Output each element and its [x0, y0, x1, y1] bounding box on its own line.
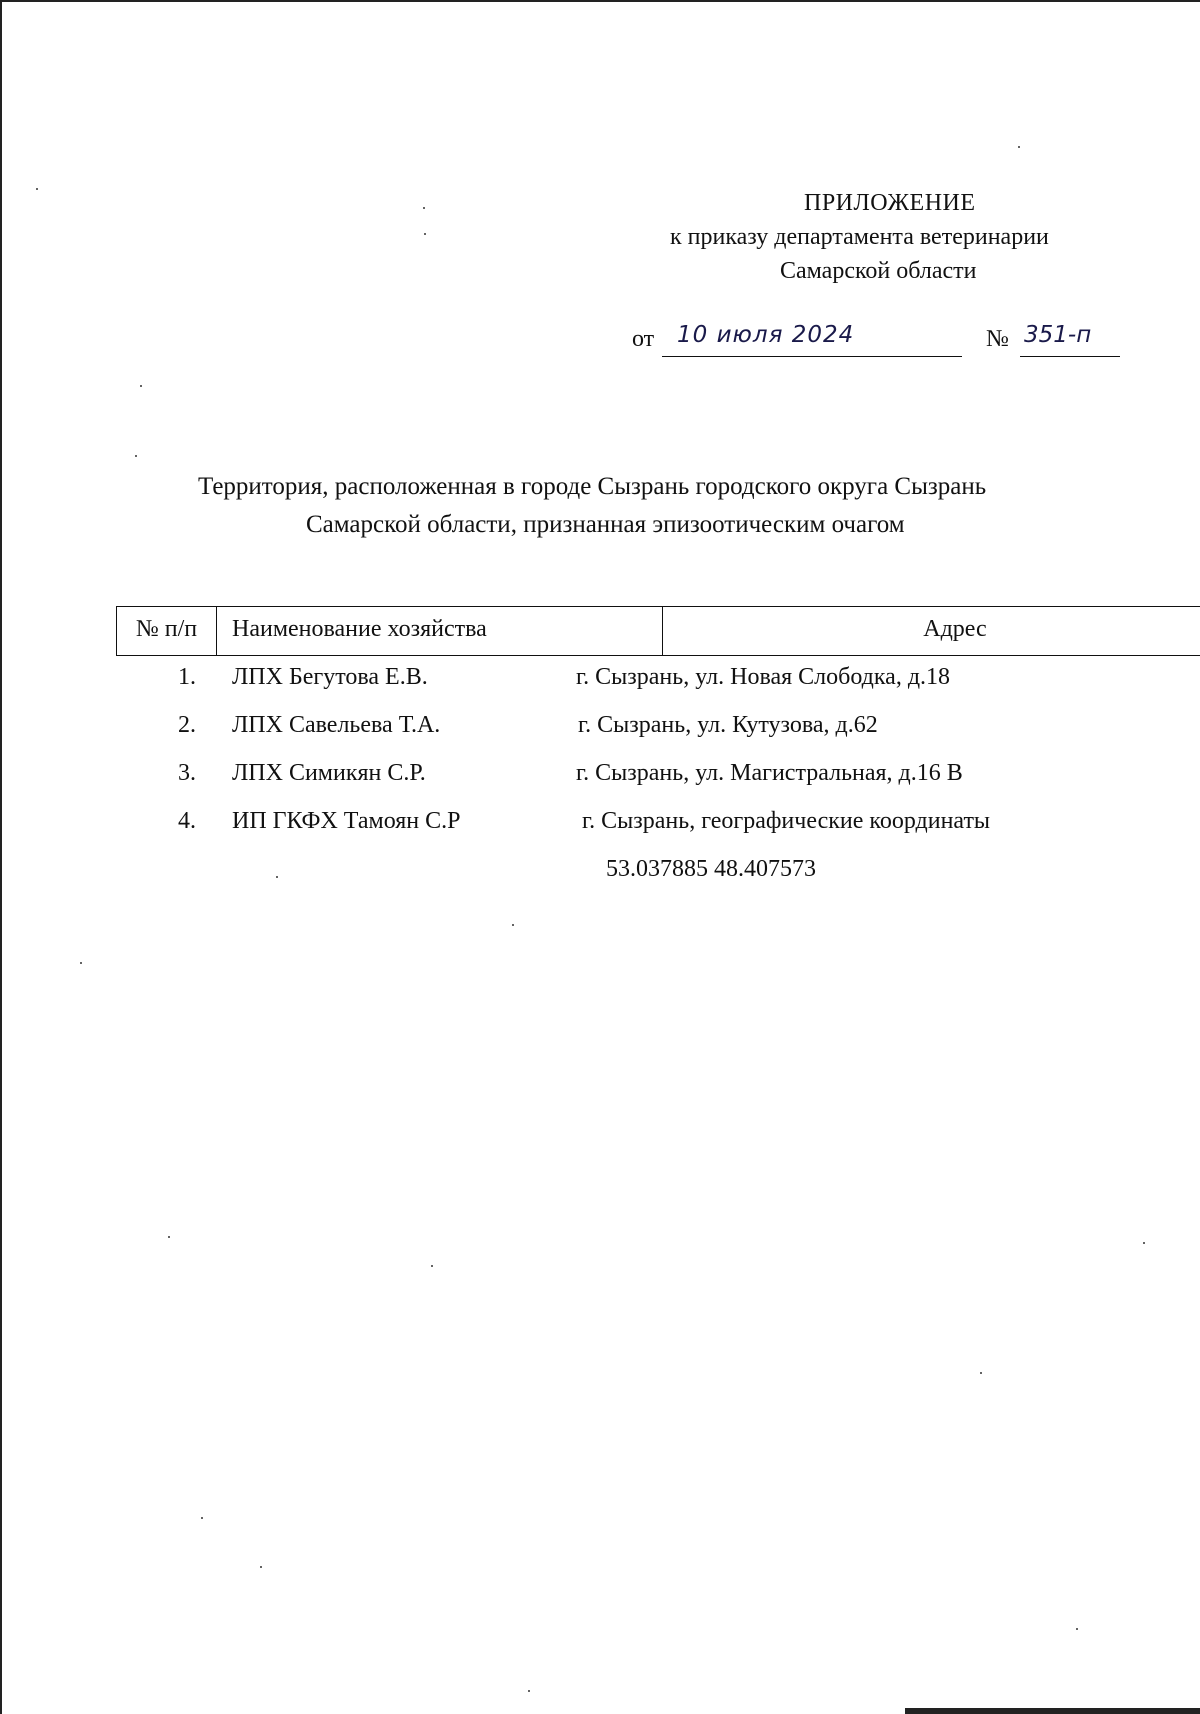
- scan-speck: [135, 455, 137, 457]
- order-date: 10 июля 2024: [677, 322, 855, 348]
- scan-speck: [168, 1236, 170, 1238]
- order-number: 351-п: [1024, 322, 1092, 348]
- row-name: ЛПХ Симикян С.Р.: [232, 760, 426, 786]
- scan-speck: [1018, 146, 1020, 148]
- appendix-title: ПРИЛОЖЕНИЕ: [804, 190, 976, 216]
- scan-speck: [276, 876, 278, 878]
- scan-speck: [1143, 1242, 1145, 1244]
- scan-speck: [423, 207, 425, 209]
- scan-speck: [260, 1566, 262, 1568]
- order-number-label: №: [986, 326, 1009, 352]
- row-num: 2.: [178, 712, 196, 738]
- row-address: г. Сызрань, ул. Новая Слободка, д.18: [576, 664, 951, 690]
- table-row: [0, 664, 1200, 704]
- row-address: г. Сызрань, ул. Кутузова, д.62: [578, 712, 878, 738]
- row-address: г. Сызрань, ул. Магистральная, д.16 В: [576, 760, 963, 786]
- table-row: [0, 808, 1200, 848]
- scan-speck: [140, 385, 142, 387]
- row-num: 3.: [178, 760, 196, 786]
- row-num: 1.: [178, 664, 196, 690]
- row-name: ЛПХ Бегутова Е.В.: [232, 664, 428, 690]
- scan-speck: [36, 188, 38, 190]
- scan-speck: [512, 924, 514, 926]
- page-edge-top: [0, 0, 1200, 2]
- appendix-to-order: к приказу департамента ветеринарии: [670, 224, 1049, 250]
- scan-speck: [424, 233, 426, 235]
- row-name: ИП ГКФХ Тамоян С.Р: [232, 808, 461, 834]
- page-edge-bottom: [905, 1708, 1200, 1714]
- scan-speck: [528, 1690, 530, 1692]
- appendix-region: Самарской области: [780, 258, 977, 284]
- scan-speck: [980, 1372, 982, 1374]
- scan-speck: [1076, 1628, 1078, 1630]
- row-address-coordinates: 53.037885 48.407573: [606, 856, 816, 882]
- scan-speck: [431, 1265, 433, 1267]
- row-name: ЛПХ Савельева Т.А.: [232, 712, 441, 738]
- table-row: [0, 760, 1200, 800]
- row-num: 4.: [178, 808, 196, 834]
- document-title-line-1: Территория, расположенная в городе Сызрань городского округа Сызрань: [198, 473, 987, 500]
- header-num: № п/п: [116, 606, 216, 656]
- order-from-label: от: [632, 326, 655, 352]
- table-row: [0, 712, 1200, 752]
- table-row-continuation: [0, 856, 1200, 896]
- row-address: г. Сызрань, географические координаты: [582, 808, 991, 834]
- document-title-line-2: Самарской области, признанная эпизоотическим очагом: [306, 511, 905, 538]
- scan-speck: [80, 962, 82, 964]
- header-address: Адрес: [662, 606, 1200, 656]
- header-name: Наименование хозяйства: [216, 606, 662, 656]
- scan-speck: [201, 1517, 203, 1519]
